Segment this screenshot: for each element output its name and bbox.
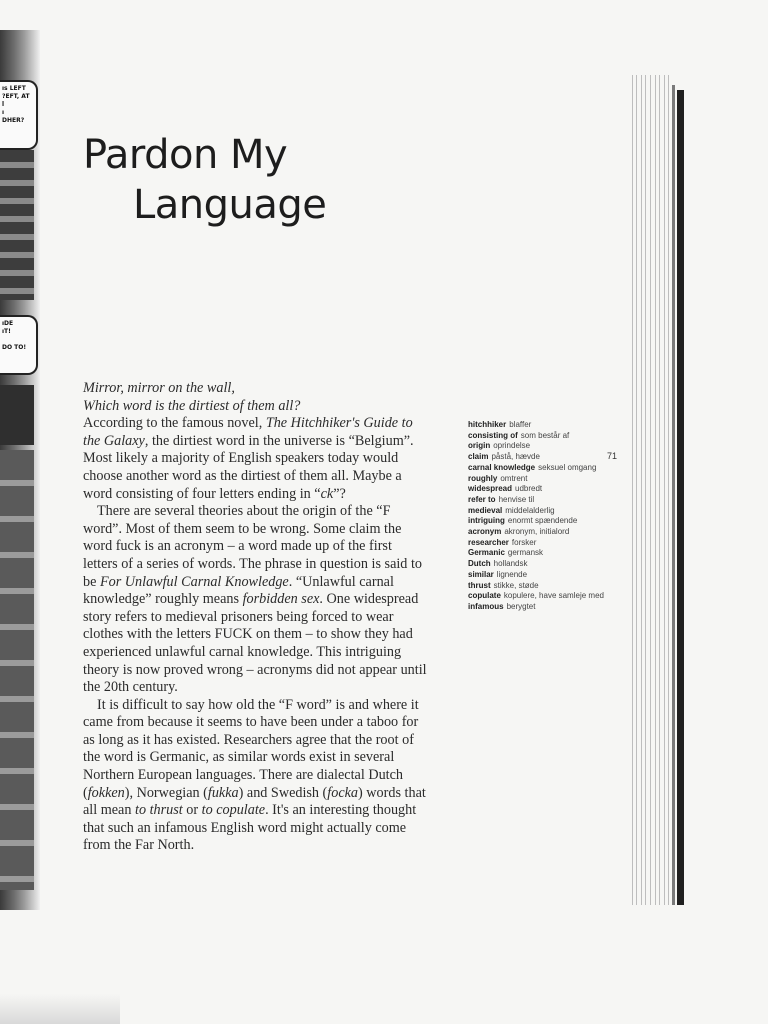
glossary-definition: påstå, hævde [491,452,540,462]
glossary-word: infamous [468,601,504,611]
emphasis: ck [320,485,334,502]
text-run: ), Norwegian ( [124,784,208,801]
glossary-definition: hollandsk [493,559,528,569]
glossary-definition: germansk [507,548,544,558]
glossary-word: Dutch [468,559,491,569]
glossary-item [468,591,618,602]
glossary-word: Germanic [468,548,505,558]
comic-speech-bubble-top: ıs LEFT ?EFT, AT l ı DHER? [0,80,38,150]
text-run: . It's an interesting thought that such an infamous English word might actually come from the Far North. [83,802,417,854]
glossary-word: hitchhiker [468,420,507,429]
glossary-word: widespread [468,484,513,494]
text-run: ) and Swedish ( [238,784,328,801]
comic-strip-image-3 [0,450,34,890]
text-run: . “Unlawful carnal knowledge” roughly means [83,573,394,608]
glossary-item [468,495,618,506]
glossary-word: acronym [468,527,502,537]
glossary-item [468,463,618,474]
glossary-word: consisting of [468,430,518,440]
glossary-word: researcher [468,537,509,547]
glossary-definition: middelalderlig [505,505,555,515]
text-run: , the dirtiest word in the universe is “Belgium”. Most likely a majority of English speakers today would choose another word as the dirtiest of them all. Maybe a word consisting of four letters ending in “ [83,432,414,502]
text-run: or [182,802,202,819]
title-line-2: Language [133,182,327,228]
glossary-definition: blaffer [509,420,532,429]
glossary-definition: berygtet [506,601,536,611]
glossary-definition: lignende [496,569,528,579]
glossary-item [468,431,618,442]
comic-strip-image-2 [0,385,34,445]
comic-speech-bubble-middle: ıDE ıT! DO TO! [0,315,38,375]
glossary-definition: seksuel omgang [538,462,597,472]
poem-line-1: Mirror, mirror on the wall, [83,380,235,396]
glossary-item [468,581,618,592]
glossary-item [468,516,618,527]
emphasis: fokken [87,784,125,801]
glossary-item [468,538,618,549]
glossary-item [468,420,618,431]
emphasis: to thrust [135,802,183,819]
text-run: There are several theories about the origin of the “F word”. Most of them seem to be wrong. Some claim the word fuck is an acronym – a word made up of the first letters of a series of words. The phrase in question is said to be [83,503,422,590]
glossary-item [468,548,618,559]
page-title [83,130,483,230]
emphasis: to copulate [201,802,266,819]
glossary-definition: kopulere, have samleje med [503,591,604,601]
text-run: It is difficult to say how old the “F word” is and where it came from because it seems to have been under a taboo for as long as it has existed. Researchers agree that the root of the word is Germanic, as similar words exist in several Northern European languages. There are dialectal Dutch ( [83,696,419,801]
glossary-item [468,570,618,581]
glossary-word: medieval [468,505,503,515]
glossary-word: thrust [468,580,491,590]
glossary-definition: som består af [520,430,570,440]
emphasis: fukka [207,784,239,801]
emphasis: focka [327,784,359,801]
glossary-item [468,484,618,495]
glossary-word: claim [468,452,489,462]
glossary-item [468,527,618,538]
glossary-word: intriguing [468,516,505,526]
glossary-item [468,602,618,613]
glossary-definition: oprindelse [493,441,531,451]
glossary-word: refer to [468,494,496,504]
scan-smudge [0,994,120,1024]
glossary-item [468,474,618,485]
page-number: 71 [607,451,618,461]
glossary-definition: enormt spændende [507,516,578,526]
title-line-1: Pardon My [83,132,288,178]
glossary-item [468,506,618,517]
glossary-definition: henvise til [498,494,535,504]
paragraph-1 [83,415,428,503]
glossary-definition: stikke, støde [493,580,539,590]
article-body [83,380,428,855]
glossary-word: carnal knowledge [468,462,536,472]
glossary-word: roughly [468,473,498,483]
glossary-word: similar [468,569,494,579]
glossary-item [468,559,618,570]
glossary-definition: omtrent [500,473,528,483]
glossary-definition: udbredt [515,484,543,494]
glossary-word: copulate [468,591,501,601]
emphasis: forbidden sex [242,591,320,608]
text-run: ) words that all mean [83,784,426,819]
book-spine-edge [630,75,686,905]
paragraph-2 [83,503,428,697]
glossary-definition: forsker [511,537,537,547]
comic-strip-image-1 [0,150,34,300]
emphasis: For Unlawful Carnal Knowledge [99,573,289,590]
glossary-item [468,452,618,463]
glossary-sidebar [468,420,618,613]
text-run: According to the famous novel, [83,415,266,432]
paragraph-3 [83,697,428,855]
glossary-word: origin [468,441,491,451]
text-run: ”? [333,485,346,502]
poem-line-2: Which word is the dirtiest of them all? [83,397,301,414]
book-title: The Hitchhiker's Guide to the Galaxy [83,415,413,449]
glossary-item [468,441,618,452]
text-run: . One widespread story refers to medieval prisoners being forced to wear clothes with the letters FUCK on them – to show they had experienced unlawful carnal knowledge. This intriguing theory is now proved wrong – acronyms did not appear until the 20th century. [83,591,427,696]
glossary-definition: akronym, initialord [504,527,570,537]
